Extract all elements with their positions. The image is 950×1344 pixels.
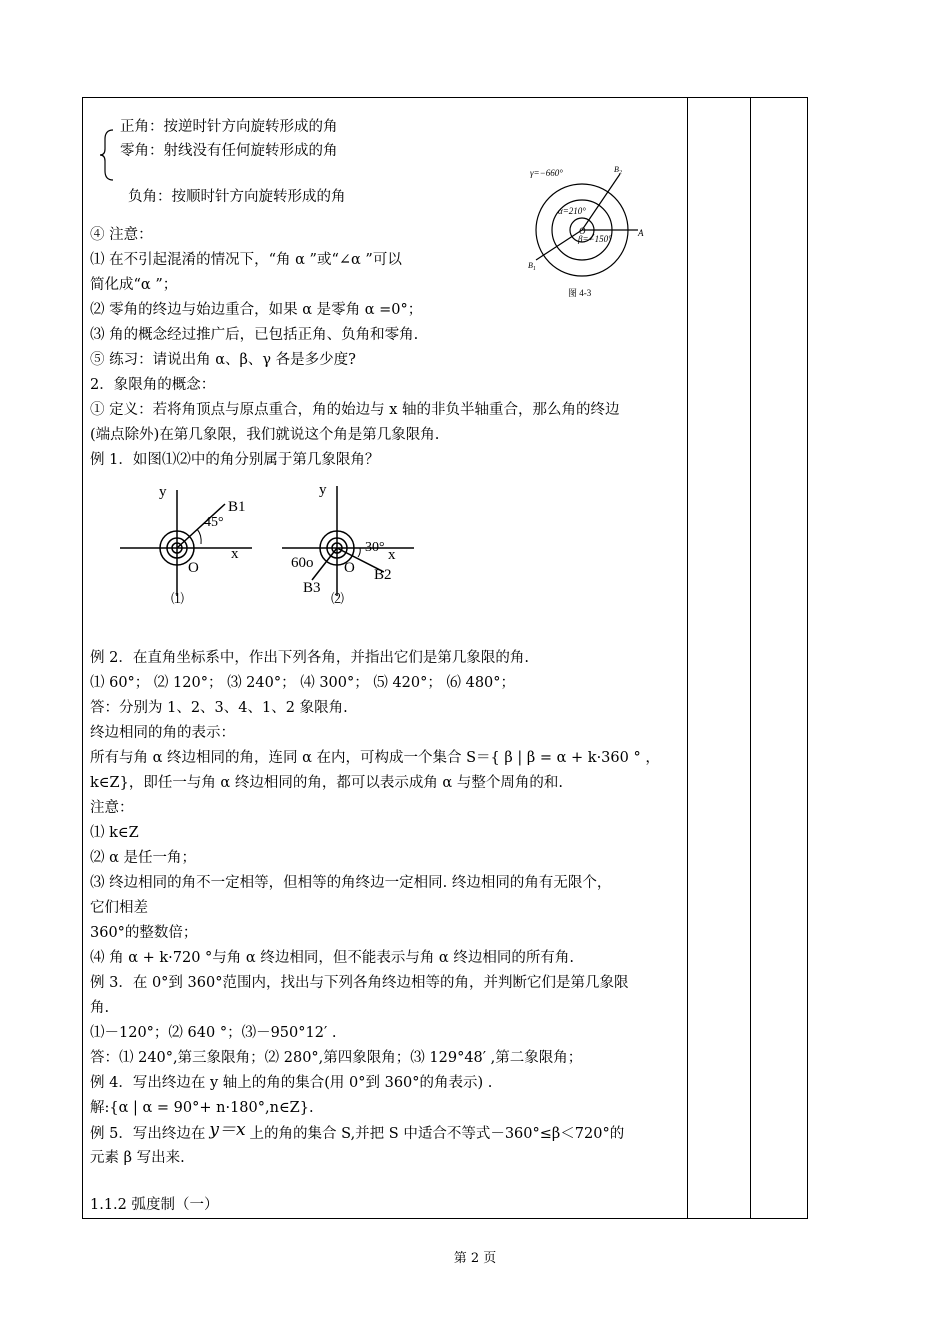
- alpha-label: α=210°: [558, 206, 586, 216]
- example-3b: 角.: [90, 1000, 110, 1016]
- example-2: 例 2．在直角坐标系中，作出下列各角，并指出它们是第几象限的角.: [90, 650, 529, 666]
- quadrant-title: 2．象限角的概念：: [90, 377, 216, 393]
- example-2-answer: 答：分别为 1、2、3、4、1、2 象限角.: [90, 700, 348, 716]
- B2-label: $B_2$: [614, 165, 622, 176]
- example-3-answer: 答：⑴ 240°,第三象限角；⑵ 280°,第四象限角；⑶ 129°48′ ,第二象限角；: [90, 1050, 583, 1066]
- equation-y-equals-x: y＝x: [209, 1120, 246, 1140]
- figure-caption: ⑴: [171, 591, 185, 606]
- B2-label: B2: [374, 567, 392, 583]
- definition-a: ① 定义：若将角顶点与原点重合，角的始边与 x 轴的非负半轴重合，那么角的终边: [90, 402, 620, 418]
- x-axis-label: x: [388, 547, 396, 563]
- beta-label: β=−150°: [578, 234, 612, 244]
- example-2-items: ⑴ 60°； ⑵ 120°； ⑶ 240°； ⑷ 300°； ⑸ 420°； ⑹ 480°；: [90, 675, 516, 691]
- note-1a: ⑴ 在不引起混淆的情况下，“角 α ”或“∠α ”可以: [90, 252, 402, 268]
- x-axis-label: x: [231, 546, 239, 562]
- definition-b: (端点除外)在第几象限，我们就说这个角是第几象限角.: [90, 427, 440, 443]
- page-number: 第 2 页: [453, 1251, 497, 1266]
- y-axis-label: y: [159, 484, 167, 500]
- example-3-items: ⑴－120°；⑵ 640 °；⑶－950°12′ .: [90, 1025, 337, 1041]
- y-axis-label: y: [319, 482, 327, 498]
- A-label: A: [638, 228, 644, 238]
- figure-2: [274, 478, 424, 613]
- origin-label: O: [579, 226, 586, 236]
- figure-1: [112, 478, 262, 613]
- note-b-3b: 它们相差: [90, 900, 148, 916]
- zero-angle-text: 零角：射线没有任何旋转形成的角: [120, 143, 338, 159]
- section-title: 1.1.2 弧度制（一）: [90, 1197, 219, 1213]
- example-4-solution: 解:{α | α = 90°+ n·180°,n∈Z}.: [90, 1100, 314, 1116]
- origin-label: O: [344, 560, 355, 576]
- note-2: ⑵ 零角的终边与始边重合，如果 α 是零角 α =0°；: [90, 302, 423, 318]
- note-b-3c: 360°的整数倍；: [90, 925, 198, 941]
- negative-angle-text: 负角：按顺时针方向旋转形成的角: [128, 189, 346, 205]
- B3-label: B3: [303, 580, 321, 596]
- note-b-4: ⑷ 角 α + k·720 °与角 α 终边相同，但不能表示与角 α 终边相同的所有角.: [90, 950, 574, 966]
- coterminal-title: 终边相同的角的表示：: [90, 725, 235, 741]
- coterminal-b: k∈Z}，即任一与角 α 终边相同的角，都可以表示成角 α 与整个周角的和.: [90, 775, 563, 791]
- example-4: 例 4．写出终边在 y 轴上的角的集合(用 0°到 360°的角表示) .: [90, 1075, 493, 1091]
- angle-30-label: 30°: [365, 540, 385, 555]
- figure-caption: ⑵: [331, 591, 345, 606]
- origin-label: O: [188, 560, 199, 576]
- angle-60-label: 60o: [291, 555, 314, 571]
- example-5a-prefix: 例 5．写出终边在: [90, 1126, 206, 1142]
- figure-4-3: [520, 160, 660, 305]
- B1-label: B1: [228, 499, 246, 515]
- brace-symbol: [98, 128, 118, 182]
- example-1: 例 1．如图⑴⑵中的角分别属于第几象限角？: [90, 452, 380, 468]
- note-title: ④ 注意：: [90, 227, 153, 243]
- angle-label: 45°: [204, 515, 224, 530]
- note-b-title: 注意：: [90, 800, 134, 816]
- B1-label: $B_1$: [528, 261, 536, 272]
- example-3a: 例 3．在 0°到 360°范围内，找出与下列各角终边相等的角，并判断它们是第几象限: [90, 975, 629, 991]
- gamma-label: γ=−660°: [530, 168, 563, 178]
- example-5a: [90, 1120, 625, 1144]
- positive-angle-text: 正角：按逆时针方向旋转形成的角: [120, 119, 338, 135]
- example-5b: 元素 β 写出来.: [90, 1150, 185, 1166]
- coterminal-a: 所有与角 α 终边相同的角，连同 α 在内，可构成一个集合 S＝{ β | β = α + k·360 ° ，: [90, 750, 660, 766]
- practice: ⑤ 练习：请说出角 α、β、γ 各是多少度?: [90, 352, 356, 368]
- column-divider-1: [687, 97, 688, 1219]
- note-b-3a: ⑶ 终边相同的角不一定相等，但相等的角终边一定相同. 终边相同的角有无限个，: [90, 875, 612, 891]
- figure-caption: 图 4-3: [568, 288, 592, 298]
- note-b-1: ⑴ k∈Z: [90, 825, 139, 841]
- column-divider-2: [750, 97, 751, 1219]
- example-5a-suffix: 上的角的集合 S,并把 S 中适合不等式－360°≤β＜720°的: [249, 1126, 625, 1142]
- note-1b: 简化成“α ”；: [90, 277, 178, 293]
- note-3: ⑶ 角的概念经过推广后，已包括正角、负角和零角.: [90, 327, 419, 343]
- note-b-2: ⑵ α 是任一角；: [90, 850, 197, 866]
